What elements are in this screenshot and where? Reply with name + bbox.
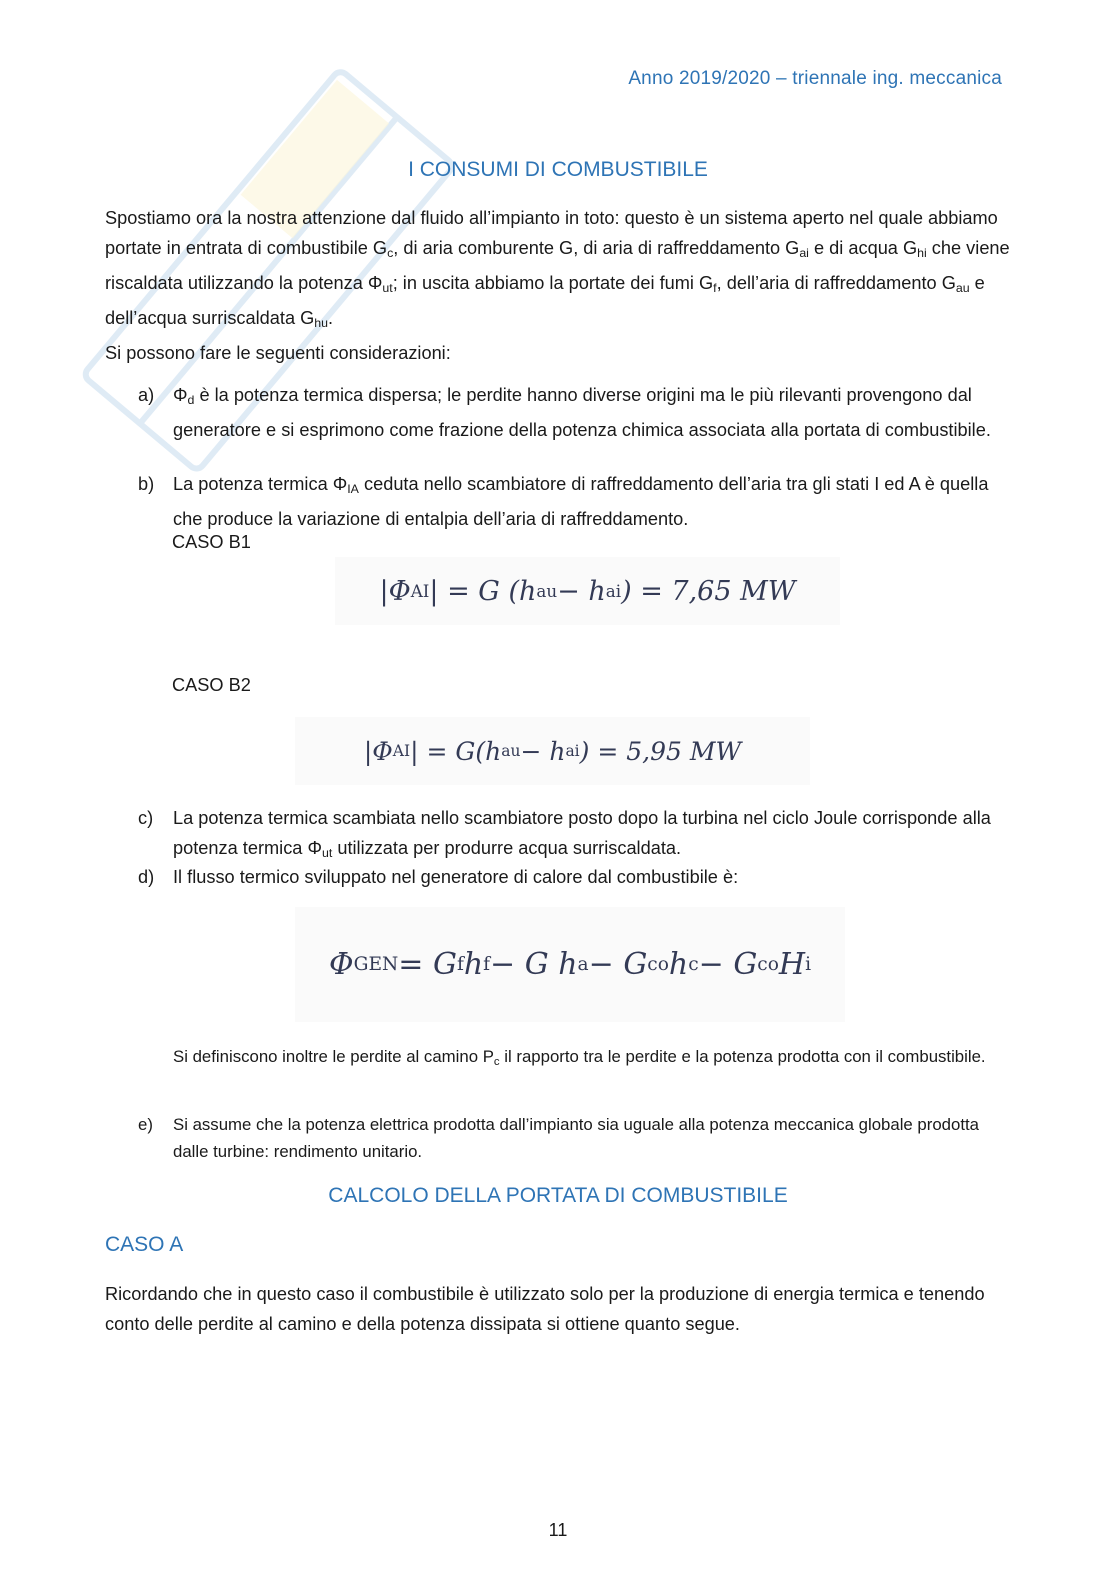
formula-generator: Φ GEN = G f h f − G h a − G co h c − G co H i (295, 907, 845, 1022)
list-marker: a) (138, 385, 155, 405)
considerations-intro: Si possono fare le seguenti considerazioni: (105, 343, 451, 363)
list-item-a: a) $\Phi_d$ è la potenza termica dispersa; le perdite hanno diverse origini ma le più rilevanti provengono dal generatore e si esprimono come frazione della potenza chimica associata alla portata di combustibile. (138, 381, 1008, 445)
case-b2-label: CASO B2 (172, 675, 251, 695)
list-marker: d) (138, 867, 155, 887)
section-title-calcolo: CALCOLO DELLA PORTATA DI COMBUSTIBILE (328, 1184, 788, 1207)
page-number: 11 (548, 1520, 568, 1540)
formula-b1: |Φ AI | = G (h au − h ai ) = 7,65 MW (335, 557, 840, 625)
list-item-c: c) La potenza termica scambiata nello scambiatore posto dopo la turbina nel ciclo Joule corrisponde alla potenza termica $\Phi_{ut}$ utilizzata per produrre acqua surriscaldata. (138, 804, 1008, 868)
section-title-consumi: I CONSUMI DI COMBUSTIBILE (408, 158, 708, 181)
list-item-b: b) La potenza termica $\Phi_{IA}$ ceduta nello scambiatore di raffreddamento dell’aria tra gli stati I ed A è quella che produce la variazione di entalpia dell’aria di raffreddamento. (138, 470, 1008, 534)
list-item-e: e) Si assume che la potenza elettrica prodotta dall’impianto sia uguale alla potenza meccanica globale prodotta dalle turbine: rendimento unitario. (138, 1111, 1008, 1165)
formula-b2: |Φ AI | = G(h au − h ai ) = 5,95 MW (295, 717, 810, 785)
case-b1-label: CASO B1 (172, 532, 251, 552)
caso-a-paragraph: Ricordando che in questo caso il combustibile è utilizzato solo per la produzione di energia termica e tenendo conto delle perdite al camino e della potenza dissipata si ottiene quanto segue. (105, 1284, 985, 1334)
intro-paragraph: Spostiamo ora la nostra attenzione dal fluido all’impianto in toto: questo è un sistema aperto nel quale abbiamo portate in entrata di combustibile $G_c$, di aria comburente G, di aria di raffreddamento $G_{ai}$ e di acqua $G_{hi}$ che viene riscaldata utilizzando la potenza $\Phi_{ut}$; in uscita abbiamo la portate dei fumi $G_f$, dell’aria di raffreddamento $G_{au}$ e dell’acqua surriscaldata $G_{hu}$. (105, 208, 1010, 331)
list-marker: e) (138, 1115, 153, 1134)
losses-note: Si definiscono inoltre le perdite al camino $P_c$ il rapporto tra le perdite e la potenza prodotta con il combustibile. (173, 1047, 986, 1068)
list-item-d: d) Il flusso termico sviluppato nel generatore di calore dal combustibile è: (138, 863, 1008, 893)
subsection-title-caso-a: CASO A (105, 1233, 184, 1256)
page-header: Anno 2019/2020 – triennale ing. meccanica (628, 68, 1002, 89)
list-marker: b) (138, 474, 155, 494)
list-marker: c) (138, 808, 154, 828)
